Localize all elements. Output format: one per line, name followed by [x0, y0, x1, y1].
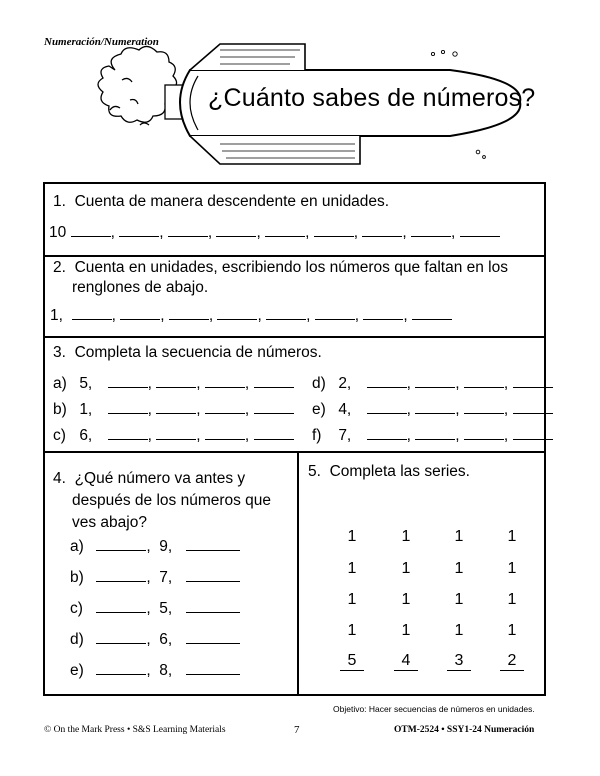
answer-blank[interactable] — [367, 425, 407, 440]
q1-sequence: 10 , , , , , , , , — [49, 222, 500, 242]
answer-blank[interactable] — [415, 399, 455, 414]
q3-item-a: a) 5, , , , — [53, 373, 294, 393]
series-number: 1 — [507, 528, 517, 545]
page-number: 7 — [294, 724, 300, 736]
worksheet-title: ¿Cuánto sabes de números? — [208, 84, 536, 112]
series-answer-cell — [445, 652, 473, 671]
answer-blank[interactable] — [513, 399, 553, 414]
answer-blank[interactable] — [96, 598, 146, 613]
q4-prompt: 4. ¿Qué número va antes y después de los números que ves abajo? — [53, 470, 272, 531]
series-number: 1 — [347, 622, 357, 639]
answer-blank[interactable] — [96, 660, 146, 675]
answer-blank[interactable] — [460, 222, 500, 237]
answer-blank[interactable] — [96, 567, 146, 582]
answer-blank[interactable] — [367, 399, 407, 414]
answer-blank[interactable] — [315, 305, 355, 320]
series-number: 1 — [454, 560, 464, 577]
answer-blank[interactable] — [72, 305, 112, 320]
series-number: 1 — [401, 591, 411, 608]
q2-prompt: 2. Cuenta en unidades, escribiendo los números que faltan en los renglones de abajo. — [53, 259, 508, 296]
answer-blank[interactable] — [217, 305, 257, 320]
answer-blank[interactable] — [120, 305, 160, 320]
q2-sequence: 1, , , , , , , , — [50, 305, 452, 325]
answer-blank[interactable] — [205, 425, 245, 440]
divider-q4-q5 — [297, 451, 299, 696]
answer-blank[interactable] — [412, 305, 452, 320]
series-answer-cell — [338, 652, 366, 671]
answer-blank[interactable] — [415, 425, 455, 440]
series-number: 1 — [347, 591, 357, 608]
answer-blank[interactable] — [169, 305, 209, 320]
answer-blank[interactable] — [513, 373, 553, 388]
answer-blank[interactable] — [205, 399, 245, 414]
section-label: Numeración/Numeration — [44, 36, 159, 48]
divider-q3-q4 — [45, 451, 544, 453]
answer-blank[interactable] — [266, 305, 306, 320]
series-number: 1 — [401, 622, 411, 639]
q5-prompt: 5. Completa las series. — [308, 463, 470, 480]
answer-blank[interactable] — [186, 598, 240, 613]
answer-blank[interactable] — [108, 425, 148, 440]
series-number: 1 — [347, 528, 357, 545]
q4-item-d: d) , 6, — [70, 629, 240, 649]
answer-blank[interactable] — [71, 222, 111, 237]
answer-blank[interactable] — [156, 373, 196, 388]
series-answer-cell — [392, 652, 420, 671]
q3-item-c: c) 6, , , , — [53, 425, 294, 445]
series-answer: 5 — [340, 652, 364, 671]
q3-prompt: 3. Completa la secuencia de números. — [53, 344, 322, 361]
divider-q2-q3 — [45, 336, 544, 338]
objective-note: Objetivo: Hacer secuencias de números en unidades. — [333, 704, 535, 714]
answer-blank[interactable] — [216, 222, 256, 237]
series-number: 1 — [401, 528, 411, 545]
q4-item-c: c) , 5, — [70, 598, 240, 618]
answer-blank[interactable] — [464, 373, 504, 388]
answer-blank[interactable] — [362, 222, 402, 237]
answer-blank[interactable] — [186, 567, 240, 582]
series-answer-cell — [498, 652, 526, 671]
answer-blank[interactable] — [254, 399, 294, 414]
series-number: 1 — [507, 622, 517, 639]
answer-blank[interactable] — [186, 536, 240, 551]
answer-blank[interactable] — [205, 373, 245, 388]
answer-blank[interactable] — [119, 222, 159, 237]
series-answer: 4 — [394, 652, 418, 671]
series-number: 1 — [347, 560, 357, 577]
answer-blank[interactable] — [168, 222, 208, 237]
q1-prompt: 1. Cuenta de manera descendente en unidades. — [53, 193, 390, 210]
footer-publisher: © On the Mark Press • S&S Learning Materials — [44, 725, 226, 735]
answer-blank[interactable] — [367, 373, 407, 388]
answer-blank[interactable] — [186, 629, 240, 644]
answer-blank[interactable] — [156, 399, 196, 414]
series-number: 1 — [401, 560, 411, 577]
answer-blank[interactable] — [254, 425, 294, 440]
answer-blank[interactable] — [415, 373, 455, 388]
series-number: 1 — [507, 560, 517, 577]
answer-blank[interactable] — [96, 629, 146, 644]
q3-item-d: d) 2, , , , — [312, 373, 553, 393]
divider-q1-q2 — [45, 255, 544, 257]
answer-blank[interactable] — [363, 305, 403, 320]
series-number: 1 — [454, 528, 464, 545]
answer-blank[interactable] — [513, 425, 553, 440]
series-number: 1 — [454, 622, 464, 639]
series-number: 1 — [454, 591, 464, 608]
answer-blank[interactable] — [464, 399, 504, 414]
answer-blank[interactable] — [108, 373, 148, 388]
q3-item-e: e) 4, , , , — [312, 399, 553, 419]
answer-blank[interactable] — [186, 660, 240, 675]
answer-blank[interactable] — [464, 425, 504, 440]
answer-blank[interactable] — [156, 425, 196, 440]
series-answer: 3 — [447, 652, 471, 671]
answer-blank[interactable] — [265, 222, 305, 237]
q4-item-e: e) , 8, — [70, 660, 240, 680]
footer-code: OTM-2524 • SSY1-24 Numeración — [394, 725, 535, 735]
series-number: 1 — [507, 591, 517, 608]
q3-item-f: f) 7, , , , — [312, 425, 553, 445]
q3-item-b: b) 1, , , , — [53, 399, 294, 419]
answer-blank[interactable] — [314, 222, 354, 237]
answer-blank[interactable] — [96, 536, 146, 551]
q4-item-a: a) , 9, — [70, 536, 240, 556]
q4-item-b: b) , 7, — [70, 567, 240, 587]
series-answer: 2 — [500, 652, 524, 671]
answer-blank[interactable] — [411, 222, 451, 237]
answer-blank[interactable] — [254, 373, 294, 388]
answer-blank[interactable] — [108, 399, 148, 414]
